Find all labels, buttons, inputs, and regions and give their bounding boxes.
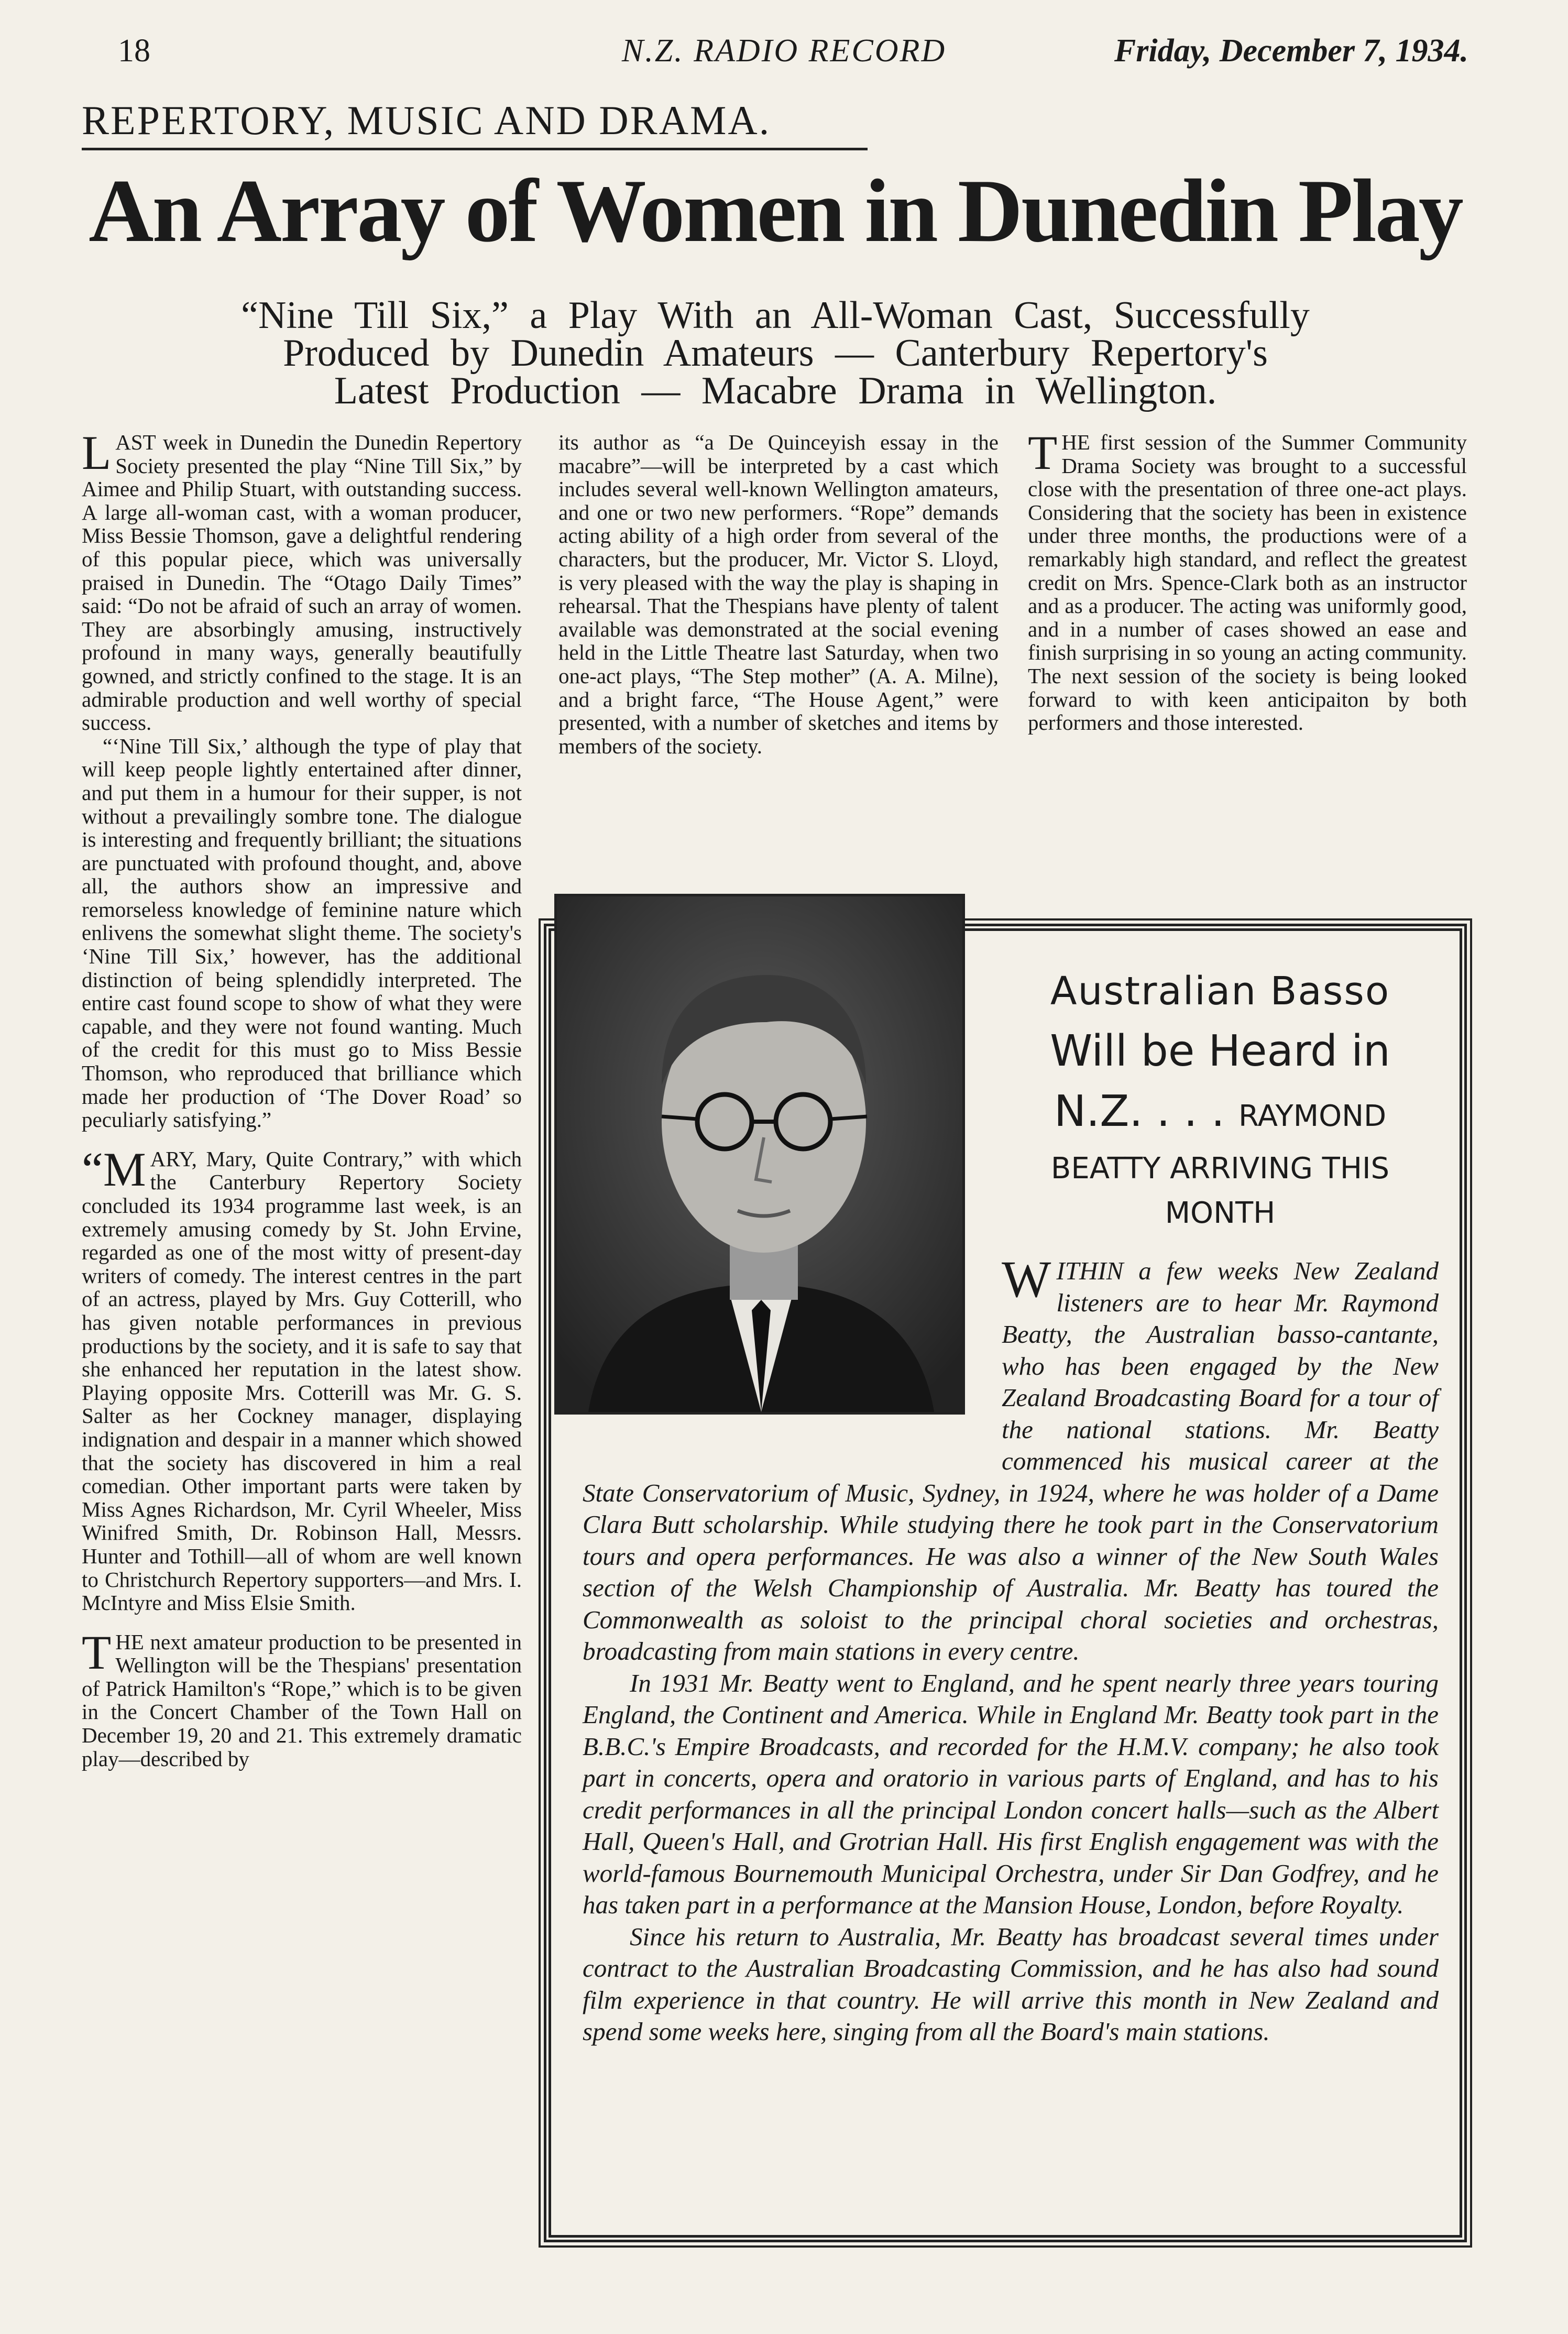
page-number: 18 bbox=[118, 33, 150, 69]
headline: An Array of Women in Dunedin Play bbox=[89, 161, 1462, 261]
article-dunedin-paragraph: LAST week in Dunedin the Dunedin Repertory Society presented the play “Nine Till Six,” by Aimee and Philip Stuart, with outstanding success. A large all-woman cast, with a woman producer, Miss Bessie Thomson, gave a delightful rendering of this popular piece, which was universally praised in Dunedin. The “Otago Daily Times” said: “Do not be afraid of such an array of women. They are absorbingly amusing, instructively profound in many ways, generally beautifully gowned, and strictly confined to the stage. It is an admirable production and well worthy of special success. bbox=[82, 426, 522, 735]
subheadline-line-2: Produced by Dunedin Amateurs — Canterbury Repertory's bbox=[283, 332, 1268, 375]
portrait-illustration bbox=[557, 896, 962, 1412]
drop-cap: W bbox=[1002, 1250, 1051, 1308]
feature-paragraph: Since his return to Australia, Mr. Beatty has broadcast several times under contract to the Australian Broadcasting Commission, and he has also had sound film experience in that country. He will arrive this month in New Zealand and spend some weeks here, singing from all the Board's main stations. bbox=[583, 1922, 1439, 2046]
portrait-photo bbox=[554, 894, 965, 1415]
article-wellington-continued: its author as “a De Quinceyish essay in the macabre”—will be interpreted by a cast which includes several well-known Wellington amateurs, and one or two new performers. “Rope” demands acting ability of a high order from several of the characters, but the producer, Mr. Victor S. Lloyd, is very pleased with the way the play is shaping in rehearsal. That the Thespians have plenty of talent available was demonstrated at the social evening held in the Little Theatre last Saturday, when two one-act plays, “The Step mother” (A. A. Milne), and a bright farce, “The House Agent,” were presented, with a number of sketches and items by members of the society. bbox=[558, 430, 999, 758]
drop-cap: L bbox=[82, 426, 112, 479]
section-title: REPERTORY, MUSIC AND DRAMA. bbox=[82, 97, 771, 143]
drop-cap: T bbox=[82, 1625, 112, 1679]
feature-paragraph: In 1931 Mr. Beatty went to England, and he spent nearly three years touring England, the Continent and America. While in England Mr. Beatty took part in the B.B.C.'s Empire Broadcasts, and recorded for the H.M.V. company; he also took part in concerts, opera and oratorio in various parts of England, and has to his credit performances in all the principal London concert halls—such as the Albert Hall, Queen's Hall, and Grotrian Hall. His first English engagement was with the world-famous Bournemouth Municipal Orchestra, under Sir Dan Godfrey, and he has taken part in a performance at the Mansion House, London, before Royalty. bbox=[583, 1668, 1439, 1919]
column-1 bbox=[82, 426, 522, 1771]
drop-cap: T bbox=[1028, 426, 1058, 479]
subheadline-line-3: Latest Production — Macabre Drama in Wellington. bbox=[334, 369, 1217, 412]
section-rule bbox=[82, 148, 868, 150]
feature-title: Australian Basso Will be Heard in N.Z. . . . RAYMOND BEATTY ARRIVING THIS MONTH bbox=[1050, 969, 1390, 1230]
publication-name: N.Z. RADIO RECORD bbox=[621, 33, 947, 69]
column-2 bbox=[558, 431, 999, 758]
article-dunedin-quote: “‘Nine Till Six,’ although the type of play that will keep people lightly entertained after dinner, and put them in a humour for their supper, is not without a prevailingly sombre tone. The dialogue is interesting and frequently brilliant; the situations are punctuated with profound thought, and, above all, the authors show an impressive and remorseless knowledge of feminine nature which enlivens the somewhat slight theme. The society's ‘Nine Till Six,’ however, has the additional distinction of being splendidly interpreted. The entire cast found scope to show of what they were capable, and they were not found wanting. Much of the credit for this must go to Miss Bessie Thomson, who reproduced that brilliance which made her production of ‘The Dover Road’ so peculiarly satisfying.” bbox=[82, 733, 522, 1132]
article-canterbury-paragraph: “MARY, Mary, Quite Contrary,” with which the Canterbury Repertory Society concluded its 1934 programme last week, is an extremely amusing comedy by St. John Ervine, regarded as one of the most witty of present-day writers of comedy. The interest centres in the part of an actress, played by Mrs. Guy Cotterill, who has given notable performances in previous productions by the society, and it is safe to say that she enhanced her reputation in the latest show. Playing opposite Mrs. Cotterill was Mr. G. S. Salter as her Cockney manager, displaying indignation and despair in a manner which showed that the society has discovered in him a real comedian. Other important parts were taken by Miss Agnes Richardson, Mr. Cyril Wheeler, Miss Winifred Smith, Dr. Robinson Hall, Messrs. Hunter and Tothill—all of whom are well known to Christchurch Repertory supporters—and Mrs. I. McIntyre and Miss Elsie Smith. bbox=[82, 1142, 522, 1615]
feature-paragraph: WITHIN a few weeks New Zealand listeners are to hear Mr. Raymond Beatty, the Australian basso-cantante, who has been engaged by the New Zealand Broadcasting Board for a tour of the national stations. Mr. Beatty commenced his musical career at the State Conservatorium of Music, Sydney, in 1924, where he was holder of a Dame Clara Butt scholarship. While studying there he took part in the Conservatorium tours and opera performances. He was also a winner of the New South Wales section of the Welsh Championship of Australia. Mr. Beatty has toured the Commonwealth as soloist to the principal choral societies and orchestras, broadcasting from main stations in every centre. bbox=[583, 1250, 1439, 1665]
column-3 bbox=[1028, 426, 1467, 735]
issue-date: Friday, December 7, 1934. bbox=[1114, 33, 1468, 69]
article-summer-community-drama: THE first session of the Summer Community Drama Society was brought to a successful close with the presentation of three one-act plays. Considering that the society has been in existence under three months, the productions were of a remarkably high standard, and reflect the greatest credit on Mrs. Spence-Clark both as an instructor and as a producer. The acting was uniformly good, and in a number of cases showed an ease and finish surprising in so young an acting community. The next session of the society is being looked forward to with keen anticipaiton by both performers and those interested. bbox=[1028, 426, 1467, 735]
subheadline-line-1: “Nine Till Six,” a Play With an All-Woman Cast, Successfully bbox=[241, 294, 1310, 337]
drop-cap: “M bbox=[82, 1142, 146, 1196]
article-wellington-paragraph: THE next amateur production to be presented in Wellington will be the Thespians' presentation of Patrick Hamilton's “Rope,” which is to be given in the Concert Chamber of the Town Hall on December 19, 20 and 21. This extremely dramatic play—described by bbox=[82, 1625, 522, 1771]
